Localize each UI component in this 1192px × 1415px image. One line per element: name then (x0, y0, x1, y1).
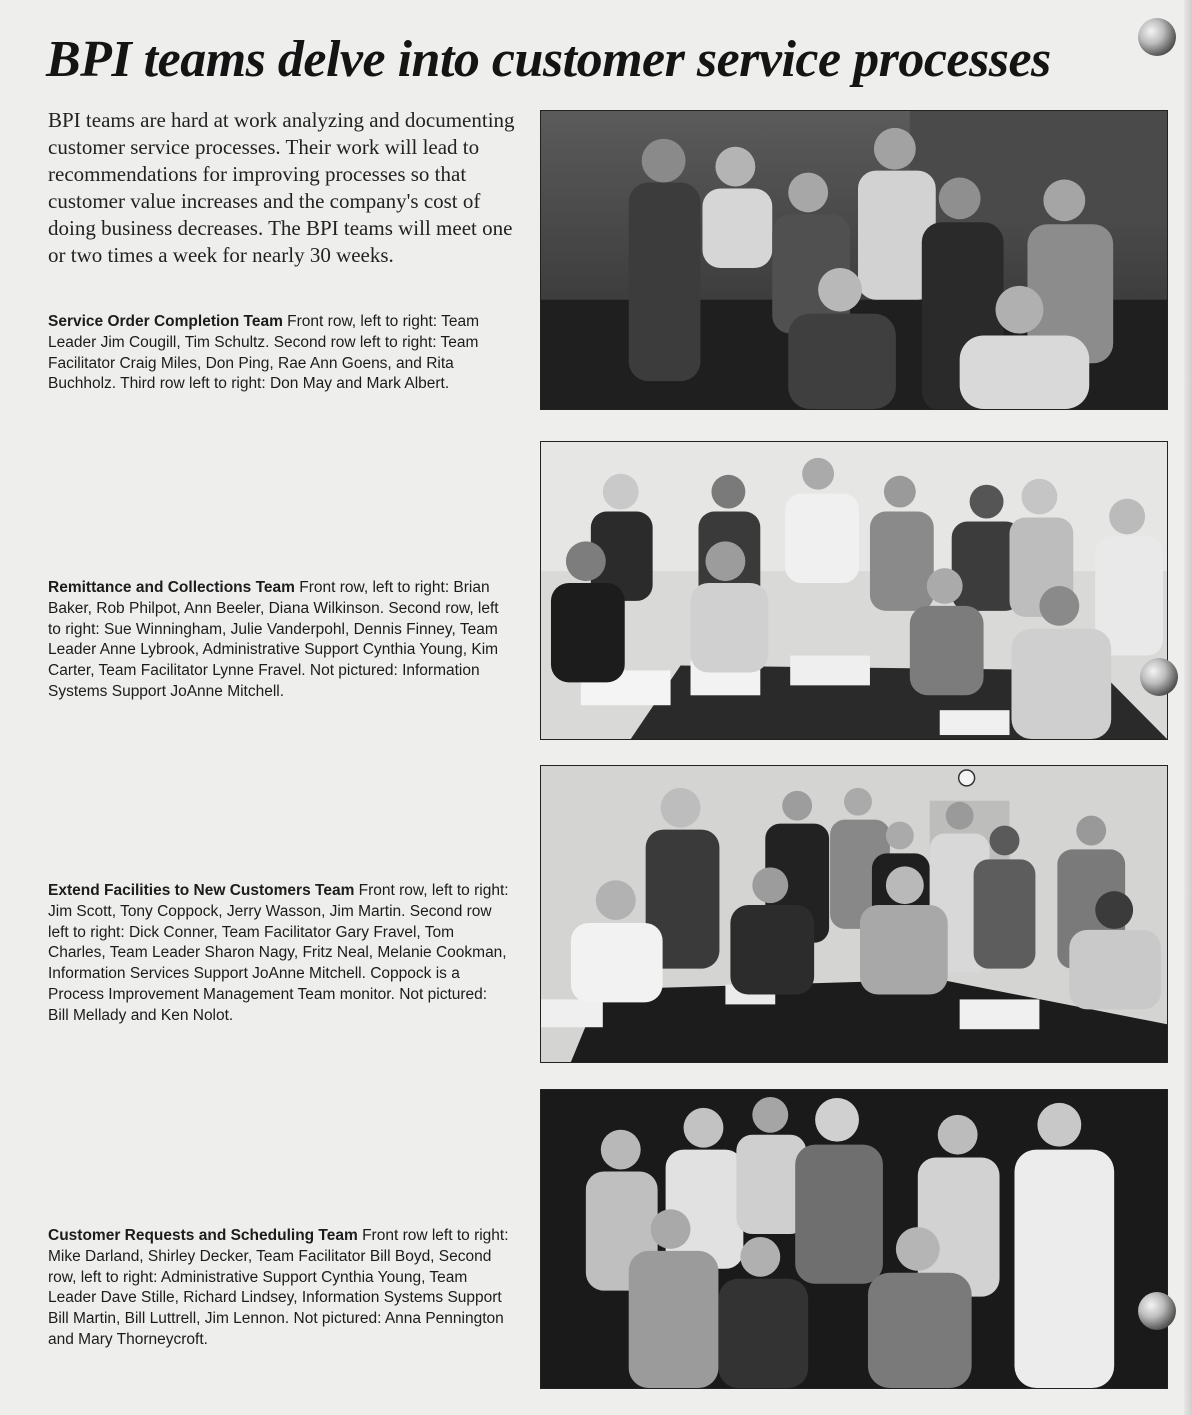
binder-hole (1138, 18, 1176, 56)
caption-extend-facilities (48, 881, 510, 1027)
caption-team-name: Service Order Completion Team (48, 313, 283, 330)
team-photo-service-order (540, 110, 1168, 410)
binder-hole (1140, 658, 1178, 696)
caption-team-name: Extend Facilities to New Customers Team (48, 882, 355, 899)
team-photo-extend-facilities (540, 765, 1168, 1063)
caption-remittance (48, 578, 510, 703)
team-photo-remittance (540, 441, 1168, 740)
page-title: BPI teams delve into customer service processes (46, 31, 1051, 88)
intro-paragraph: BPI teams are hard at work analyzing and documenting customer service processes. Their work will lead to recommendations for improving processes so that customer value increases and the company's cost of doing business decreases. The BPI teams will meet one or two times a week for nearly 30 weeks. (48, 108, 515, 267)
caption-team-name: Remittance and Collections Team (48, 579, 295, 596)
caption-team-name: Customer Requests and Scheduling Team (48, 1227, 358, 1244)
caption-text: Front row, left to right: Brian Baker, Rob Philpot, Ann Beeler, Diana Wilkinson. Second row, left to right: Sue Winningham, Julie Vanderpohl, Dennis Finney, Team Leader Anne Lybrook, Administrative Support Cynthia Young, Kim Carter, Team Facilitator Lynne Fravel. Not pictured: Information Systems Support JoAnne Mitchell. (48, 579, 499, 700)
caption-customer-requests (48, 1226, 510, 1351)
caption-text: Front row, left to right: Jim Scott, Tony Coppock, Jerry Wasson, Jim Martin. Second row left to right: Dick Conner, Team Facilitator Gary Fravel, Tom Charles, Team Leader Sharon Nagy, Fritz Neal, Melanie Cookman, Information Services Support JoAnne Mitchell. Coppock is a Process Improvement Management Team monitor. Not pictured: Bill Mellady and Ken Nolot. (48, 882, 509, 1024)
caption-text: Front row left to right: Mike Darland, Shirley Decker, Team Facilitator Bill Boyd, Second row, left to right: Administrative Support Cynthia Young, Team Leader Dave Stille, Richard Lindsey, Information Systems Support Bill Martin, Bill Luttrell, Jim Lennon. Not pictured: Anna Pennington and Mary Thorneycroft. (48, 1227, 509, 1348)
binder-hole (1138, 1292, 1176, 1330)
caption-text: Front row, left to right: Team Leader Jim Cougill, Tim Schultz. Second row left to right: Team Facilitator Craig Miles, Don Ping, Rae Ann Goens, and Rita Buchholz. Third row left to right: Don May and Mark Albert. (48, 313, 480, 393)
team-photo-customer-requests (540, 1089, 1168, 1389)
caption-service-order (48, 312, 510, 395)
page-edge (1184, 0, 1192, 1415)
